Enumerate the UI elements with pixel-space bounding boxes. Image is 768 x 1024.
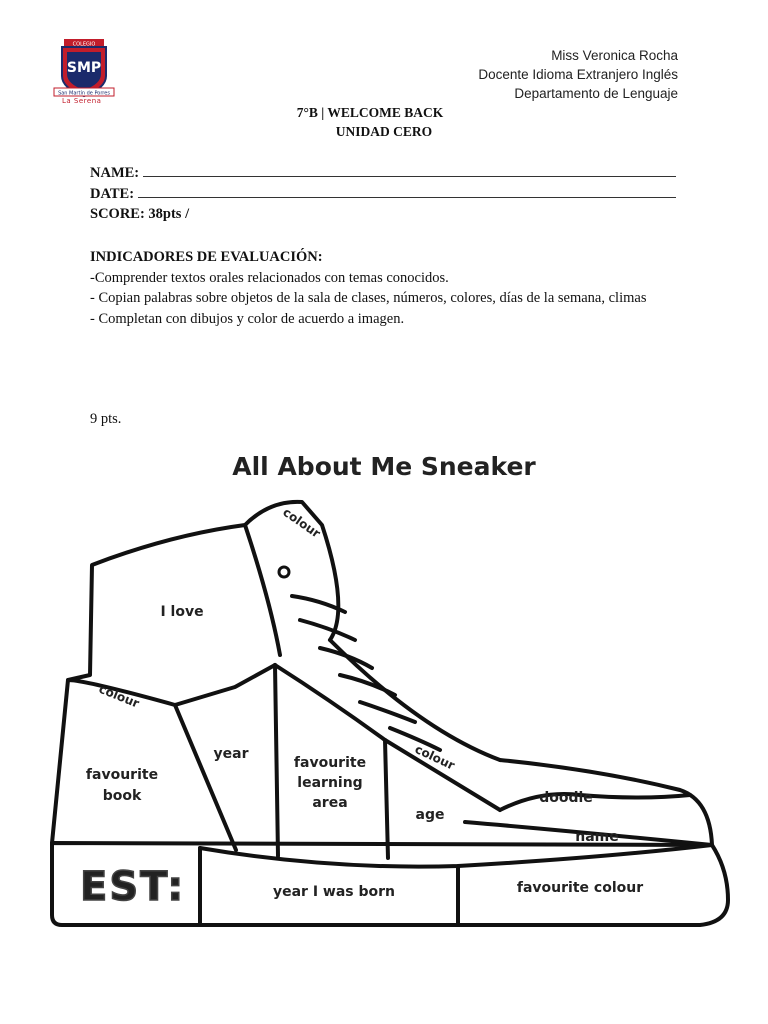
teacher-department: Departamento de Lenguaje: [514, 86, 678, 101]
indicators-block: [90, 247, 690, 329]
indicator-item: - Completan con dibujos y color de acuerdo a imagen.: [90, 310, 405, 327]
est-label: EST:: [80, 864, 186, 910]
age-label: age: [415, 807, 445, 823]
favourite-book-label-2: book: [102, 788, 142, 804]
learning-label-3: area: [312, 795, 348, 811]
sneaker-worksheet: [0, 438, 768, 938]
indicator-item: - Copian palabras sobre objetos de la sala de clases, números, colores, días de la semana, climas: [90, 290, 647, 306]
colour-top-label: colour: [280, 504, 323, 541]
favourite-colour-label: favourite colour: [516, 880, 644, 896]
teacher-role: Docente Idioma Extranjero Inglés: [478, 67, 678, 82]
date-label: DATE:: [90, 186, 135, 202]
sneaker-title: All About Me Sneaker: [232, 452, 536, 481]
learning-label-2: learning: [297, 775, 363, 791]
i-love-label: I love: [160, 604, 204, 620]
logo-name: San Martín de Porres: [58, 90, 110, 97]
heading-line-1: 7°B | WELCOME BACK: [296, 105, 444, 120]
teacher-info: [478, 46, 678, 103]
eyelet-icon: [279, 567, 289, 577]
year-born-label: year I was born: [272, 884, 396, 900]
indicators-title: INDICADORES DE EVALUACIÓN:: [90, 249, 323, 265]
learning-label-1: favourite: [293, 755, 367, 771]
date-field[interactable]: [90, 185, 676, 203]
logo-top-text: COLEGIO: [72, 41, 96, 48]
name-label: NAME:: [90, 165, 140, 181]
year-label: year: [213, 746, 249, 762]
score-label: SCORE: 38pts /: [90, 206, 190, 222]
favourite-book-label-1: favourite: [85, 767, 159, 783]
name-field[interactable]: [90, 164, 676, 182]
date-line[interactable]: [138, 185, 676, 198]
teacher-name: Miss Veronica Rocha: [551, 48, 678, 63]
upper-outline: [52, 502, 338, 843]
indicator-item: -Comprender textos orales relacionados con temas conocidos.: [90, 269, 449, 286]
name-line[interactable]: [143, 164, 676, 177]
doodle-label: doodle: [539, 790, 593, 806]
colour-laces-label: colour: [412, 742, 457, 773]
logo-letters: SMP: [66, 60, 102, 76]
name-label-sneaker: name: [575, 829, 619, 845]
heading-line-2: UNIDAD CERO: [335, 124, 433, 139]
logo-caption: La Serena: [62, 97, 102, 105]
colour-left-label: colour: [96, 681, 142, 711]
points-label: 9 pts.: [90, 411, 122, 427]
